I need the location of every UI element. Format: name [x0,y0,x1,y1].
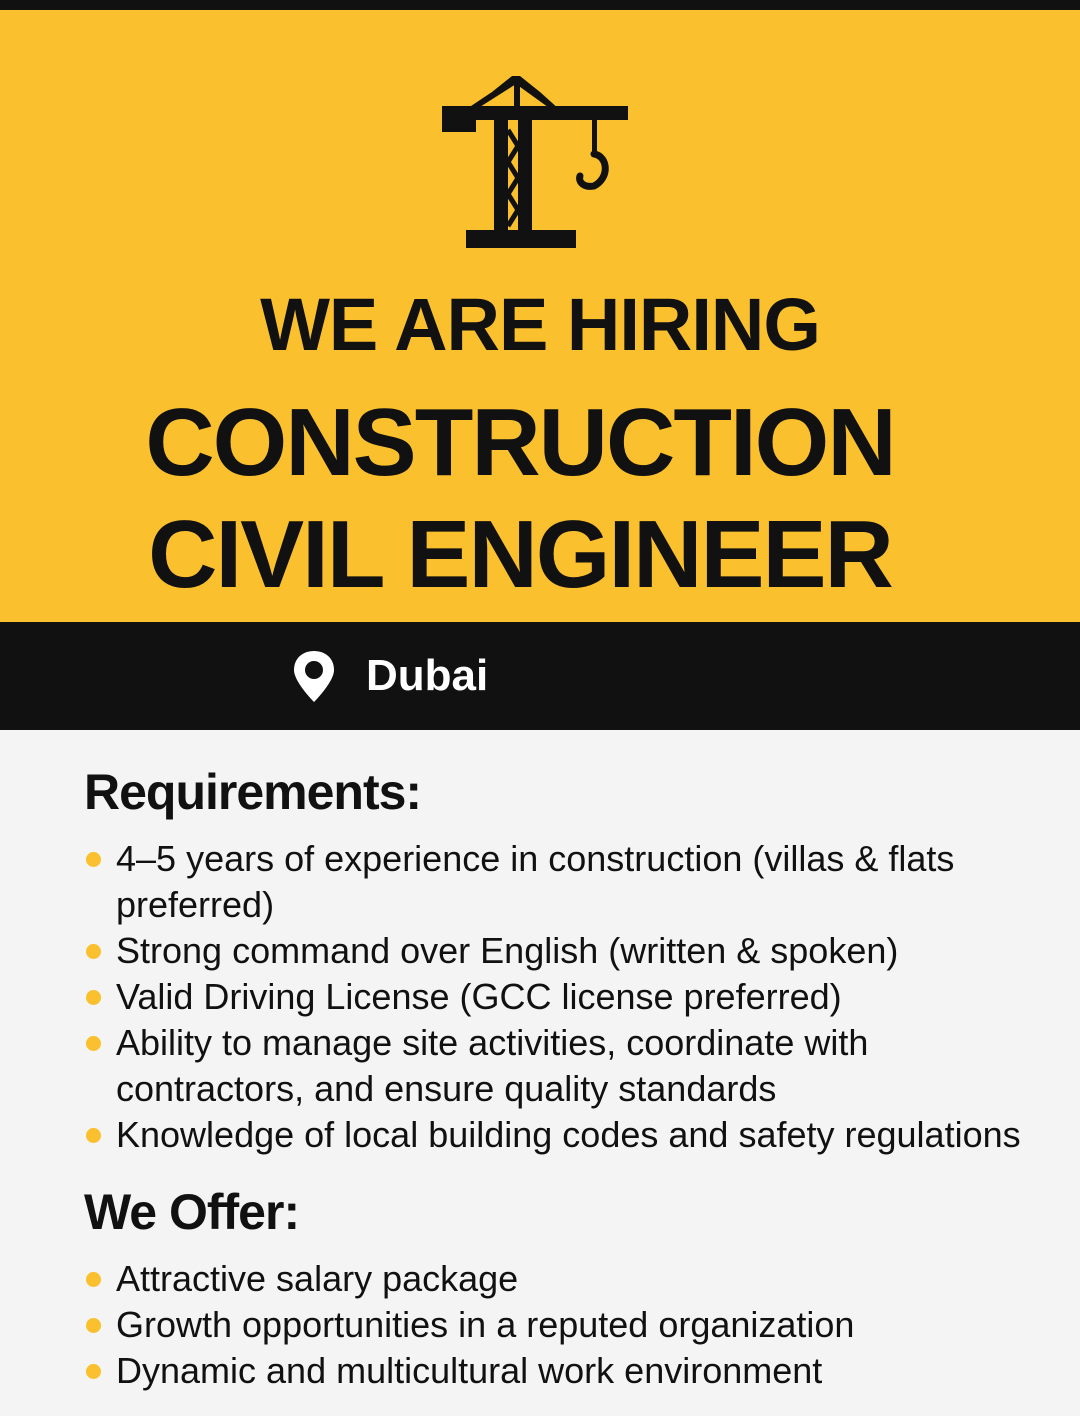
job-title-line-1: CONSTRUCTION [145,389,895,496]
top-strip [0,0,1080,10]
offer-text: Attractive salary package [116,1258,519,1299]
offer-text: Growth opportunities in a reputed organization [116,1304,855,1345]
requirement-item [84,974,1044,1020]
requirement-text: Knowledge of local building codes and safety regulations [116,1114,1021,1155]
requirement-item [84,836,1044,928]
requirement-item [84,1112,1044,1158]
location-text: Dubai [366,651,489,700]
bullet-dot-icon [86,1318,101,1333]
bullet-dot-icon [86,1272,101,1287]
hiring-headline: WE ARE HIRING [260,283,820,366]
bullet-dot-icon [86,1364,101,1379]
bullet-dot-icon [86,1036,101,1051]
bullet-dot-icon [86,852,101,867]
location-bar [0,622,1080,730]
offer-item [84,1348,1044,1394]
requirement-item [84,928,1044,974]
crane-icon [438,76,632,252]
requirements-list [84,836,1044,1158]
requirement-text: Valid Driving License (GCC license preferred) [116,976,842,1017]
requirement-text: Strong command over English (written & spoken) [116,930,899,971]
job-title-line-2: CIVIL ENGINEER [148,501,892,608]
bullet-dot-icon [86,1128,101,1143]
requirement-item [84,1020,1044,1112]
bullet-dot-icon [86,990,101,1005]
header-banner [0,10,1080,622]
offer-item [84,1256,1044,1302]
requirement-text: 4–5 years of experience in construction (villas & flats preferred) [116,838,955,925]
offer-list [84,1256,1044,1394]
requirements-heading: Requirements: [84,764,422,820]
offer-section [84,1180,1044,1394]
offer-text: Dynamic and multicultural work environment [116,1350,823,1391]
bullet-dot-icon [86,944,101,959]
location-pin-icon [290,648,338,704]
offer-heading: We Offer: [84,1184,300,1240]
offer-item [84,1302,1044,1348]
requirements-section [84,760,1044,1158]
requirement-text: Ability to manage site activities, coordinate with contractors, and ensure quality standards [116,1022,869,1109]
